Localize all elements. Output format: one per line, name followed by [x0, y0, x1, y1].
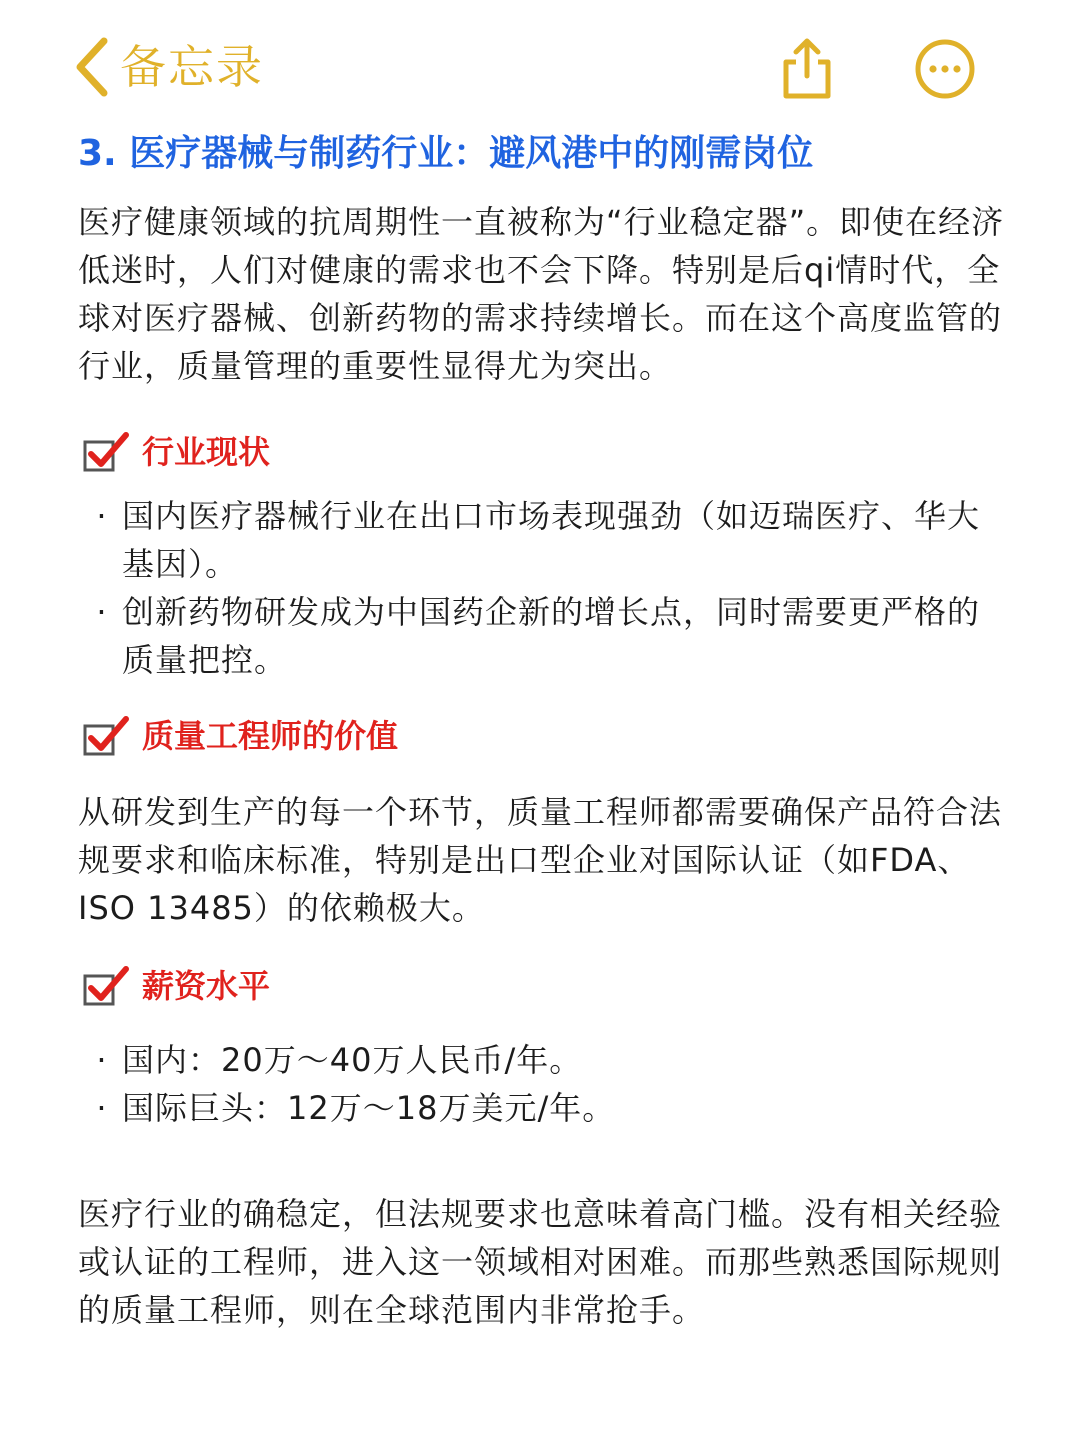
- status-heading-text: 行业现状: [142, 433, 271, 471]
- chevron-left-icon: [72, 37, 112, 97]
- list-item: [78, 1036, 1008, 1084]
- checkbox-checked-icon: [82, 430, 130, 474]
- conclusion-paragraph: 医疗行业的确稳定，但法规要求也意味着高门槛。没有相关经验或认证的工程师，进入这一领域相对困难。而那些熟悉国际规则的质量工程师，则在全球范围内非常抢手。: [78, 1195, 1003, 1329]
- share-icon: [776, 36, 838, 102]
- top-nav-bar: [0, 0, 1080, 130]
- list-item: [78, 492, 1008, 588]
- intro-paragraph: 医疗健康领域的抗周期性一直被称为“行业稳定器”。即使在经济低迷时，人们对健康的需求也不会下降。特别是后qi情时代，全球对医疗器械、创新药物的需求持续增长。而在这个高度监管的行业，质量管理的重要性显得尤为突出。: [78, 203, 1005, 385]
- checkbox-checked-icon: [82, 714, 130, 758]
- salary-list: [78, 1036, 1008, 1132]
- list-item-text: 国内医疗器械行业在出口市场表现强劲（如迈瑞医疗、华大基因）。: [122, 497, 981, 583]
- back-label: 备忘录: [120, 40, 264, 94]
- status-list: [78, 492, 1008, 684]
- value-heading: [82, 712, 1008, 760]
- list-item-text: 国内：20万～40万人民币/年。: [122, 1041, 583, 1079]
- list-item-text: 国际巨头：12万～18万美元/年。: [122, 1089, 616, 1127]
- salary-heading: [82, 962, 1008, 1010]
- note-content[interactable]: [78, 120, 1008, 1334]
- list-item-text: 创新药物研发成为中国药企新的增长点，同时需要更严格的质量把控。: [122, 593, 981, 679]
- checkbox-checked-icon: [82, 964, 130, 1008]
- bullet-dot: ·: [96, 1041, 108, 1079]
- section-title: 3. 医疗器械与制药行业：避风港中的刚需岗位: [78, 133, 814, 174]
- more-button[interactable]: [914, 38, 976, 100]
- more-icon: [914, 38, 976, 100]
- bullet-dot: ·: [96, 593, 108, 631]
- list-item: [78, 1084, 1008, 1132]
- list-item: [78, 588, 1008, 684]
- salary-heading-text: 薪资水平: [142, 967, 271, 1005]
- bullet-dot: ·: [96, 497, 108, 535]
- share-button[interactable]: [776, 36, 838, 102]
- value-paragraph: 从研发到生产的每一个环节，质量工程师都需要确保产品符合法规要求和临床标准，特别是出口型企业对国际认证（如FDA、ISO 13485）的依赖极大。: [78, 793, 1003, 927]
- back-button[interactable]: [72, 34, 264, 100]
- bullet-dot: ·: [96, 1089, 108, 1127]
- status-heading: [82, 428, 1008, 476]
- value-heading-text: 质量工程师的价值: [142, 717, 399, 755]
